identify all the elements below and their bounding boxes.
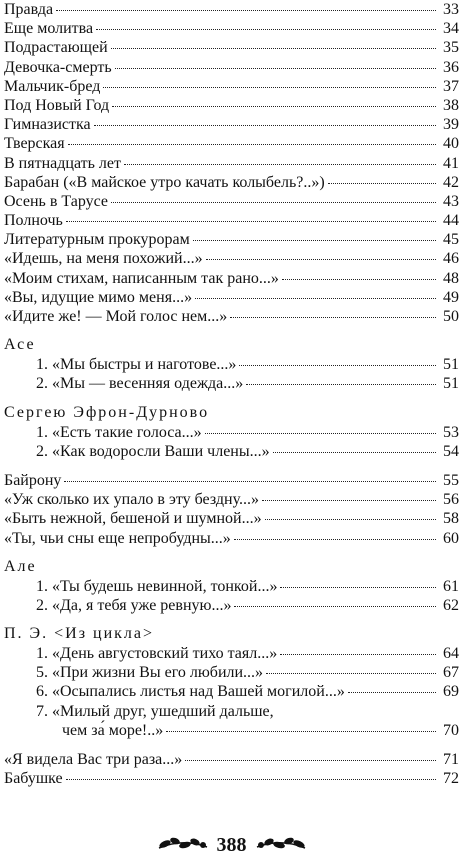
dot-leader	[234, 606, 436, 607]
entry-title: В пятнадцать лет	[4, 154, 122, 172]
entry-title: «Уж сколько их упало в эту бездну...»	[4, 491, 259, 509]
entry-title: 1. «Есть такие голоса...»	[36, 423, 202, 441]
entry-title: 7. «Милый друг, ушедший дальше,	[36, 702, 274, 720]
entry-page: 43	[443, 192, 459, 210]
entry-page: 72	[443, 770, 459, 788]
toc-entry	[4, 769, 459, 788]
dot-leader	[246, 384, 436, 385]
entry-title: Под Новый Год	[4, 96, 110, 114]
toc-entry	[4, 173, 459, 192]
entry-page: 45	[443, 231, 459, 249]
entry-page: 69	[443, 683, 459, 701]
entry-title: Подрастающей	[4, 39, 108, 57]
ornament-left-icon	[157, 832, 209, 859]
dot-leader	[66, 221, 436, 222]
dot-leader	[94, 125, 436, 126]
entry-page: 53	[443, 423, 459, 441]
dot-leader	[68, 144, 436, 145]
entry-title: Девочка-смерть	[4, 58, 112, 76]
toc-entry	[4, 249, 459, 268]
entry-page: 50	[443, 308, 459, 325]
entry-page: 64	[443, 645, 459, 663]
toc-entry	[4, 471, 459, 490]
table-of-contents	[4, 0, 459, 788]
entry-title: 5. «При жизни Вы его любили...»	[36, 664, 264, 682]
toc-entry	[4, 154, 459, 173]
dot-leader	[195, 298, 436, 299]
entry-title: 1. «День августовский тихо таял...»	[36, 645, 278, 663]
section-heading-pe: П. Э. <Из цикла>	[4, 625, 155, 643]
toc-entry	[4, 288, 459, 307]
toc-entry-multiline	[4, 702, 459, 721]
entry-page: 40	[443, 135, 459, 153]
toc-group-final	[4, 750, 459, 788]
entry-page: 48	[443, 269, 459, 287]
page-footer	[0, 830, 463, 860]
ornament-right-icon	[255, 832, 307, 859]
toc-entry	[4, 682, 459, 701]
toc-entry	[4, 96, 459, 115]
dot-leader	[111, 202, 436, 203]
entry-page: 38	[443, 96, 459, 114]
entry-page: 67	[443, 664, 459, 682]
dot-leader	[348, 692, 436, 693]
dot-leader	[112, 106, 436, 107]
toc-group-byron	[4, 471, 459, 548]
toc-entry	[4, 38, 459, 57]
dot-leader	[280, 654, 436, 655]
entry-title: 1. «Мы быстры и наготове...»	[36, 356, 237, 374]
entry-page: 55	[443, 471, 459, 489]
dot-leader	[234, 539, 436, 540]
entry-page: 61	[443, 577, 459, 595]
entry-title: Мальчик-бред	[4, 77, 101, 95]
toc-entry	[4, 269, 459, 288]
entry-page: 70	[443, 721, 459, 739]
entry-title: «Моим стихам, написанным так рано...»	[4, 269, 279, 287]
toc-entry	[4, 529, 459, 548]
entry-page: 54	[443, 442, 459, 460]
toc-entry	[4, 596, 459, 615]
dot-leader	[265, 519, 436, 520]
entry-page: 36	[443, 58, 459, 76]
dot-leader	[66, 779, 436, 780]
entry-title: 2. «Да, я тебя уже ревную...»	[36, 596, 232, 614]
entry-page: 60	[443, 529, 459, 547]
dot-leader	[328, 183, 436, 184]
toc-entry	[4, 115, 459, 134]
toc-entry	[4, 77, 459, 96]
entry-page: 35	[443, 39, 459, 57]
page-number: 388	[216, 833, 247, 856]
entry-page: 56	[443, 491, 459, 509]
entry-title-continuation: чем за́ море!..»	[62, 721, 164, 739]
toc-entry	[4, 58, 459, 77]
entry-title: 1. «Ты будешь невинной, тонкой...»	[36, 577, 278, 595]
entry-page: 51	[443, 356, 459, 374]
dot-leader	[262, 500, 436, 501]
toc-entry	[4, 577, 459, 596]
entry-page: 44	[443, 212, 459, 230]
dot-leader	[56, 10, 436, 11]
entry-title: Литературным прокурорам	[4, 231, 190, 249]
dot-leader	[273, 452, 436, 453]
toc-entry	[4, 134, 459, 153]
entry-title: Байрону	[4, 471, 62, 489]
dot-leader	[111, 48, 436, 49]
entry-title: Тверская	[4, 135, 65, 153]
entry-page: 34	[443, 20, 459, 38]
entry-title: Барабан («В майское утро качать колыбель?..»)	[4, 173, 325, 191]
entry-title: 2. «Как водоросли Ваши члены...»	[36, 442, 270, 460]
entry-title: «Ты, чьи сны еще непробудны...»	[4, 529, 231, 547]
entry-title: Осень в Тарусе	[4, 192, 109, 210]
toc-entry	[4, 19, 459, 38]
toc-entry	[4, 374, 459, 393]
dot-leader	[266, 673, 436, 674]
entry-page: 42	[443, 173, 459, 191]
entry-page: 39	[443, 116, 459, 134]
entry-page: 33	[443, 1, 459, 18]
toc-entry	[4, 230, 459, 249]
entry-title: Правда	[4, 1, 54, 18]
section-heading-ale: Але	[4, 557, 37, 575]
entry-title: «Вы, идущие мимо меня...»	[4, 288, 193, 306]
toc-entry	[4, 307, 459, 326]
toc-group-main	[4, 0, 459, 326]
entry-title: Бабушке	[4, 770, 63, 788]
entry-page: 37	[443, 77, 459, 95]
dot-leader	[206, 259, 436, 260]
dot-leader	[193, 240, 436, 241]
dot-leader	[115, 68, 436, 69]
toc-entry	[4, 0, 459, 19]
toc-entry	[4, 423, 459, 442]
toc-entry	[4, 192, 459, 211]
entry-page: 51	[443, 375, 459, 393]
entry-page: 41	[443, 154, 459, 172]
entry-page: 46	[443, 250, 459, 268]
toc-entry	[4, 663, 459, 682]
entry-title: Гимназистка	[4, 116, 91, 134]
entry-title: Полночь	[4, 212, 63, 230]
dot-leader	[124, 164, 436, 165]
entry-page: 71	[443, 751, 459, 768]
entry-page: 49	[443, 288, 459, 306]
dot-leader	[239, 365, 436, 366]
dot-leader	[185, 760, 436, 761]
dot-leader	[103, 87, 436, 88]
dot-leader	[64, 481, 436, 482]
dot-leader	[166, 731, 436, 732]
entry-title: Еще молитва	[4, 20, 94, 38]
entry-title: «Идите же! — Мой голос нем...»	[4, 308, 228, 325]
section-heading-ase: Асе	[4, 336, 36, 354]
dot-leader	[205, 433, 436, 434]
entry-title: 2. «Мы — весенняя одежда...»	[36, 375, 244, 393]
dot-leader	[282, 279, 436, 280]
toc-entry	[4, 490, 459, 509]
dot-leader	[96, 29, 436, 30]
section-heading-sergey: Сергею Эфрон-Дурново	[4, 403, 210, 421]
toc-entry	[4, 509, 459, 528]
entry-title: «Я видела Вас три раза...»	[4, 751, 183, 768]
entry-title: «Быть нежной, бешеной и шумной...»	[4, 510, 262, 528]
toc-entry	[4, 211, 459, 230]
dot-leader	[230, 317, 436, 318]
entry-title: «Идешь, на меня похожий...»	[4, 250, 203, 268]
toc-entry-continuation	[4, 721, 459, 740]
toc-entry	[4, 442, 459, 461]
dot-leader	[280, 587, 436, 588]
entry-page: 58	[443, 510, 459, 528]
toc-entry	[4, 644, 459, 663]
entry-title: 6. «Осыпались листья над Вашей могилой...»	[36, 683, 345, 701]
toc-entry	[4, 355, 459, 374]
entry-page: 62	[443, 596, 459, 614]
toc-entry	[4, 750, 459, 769]
